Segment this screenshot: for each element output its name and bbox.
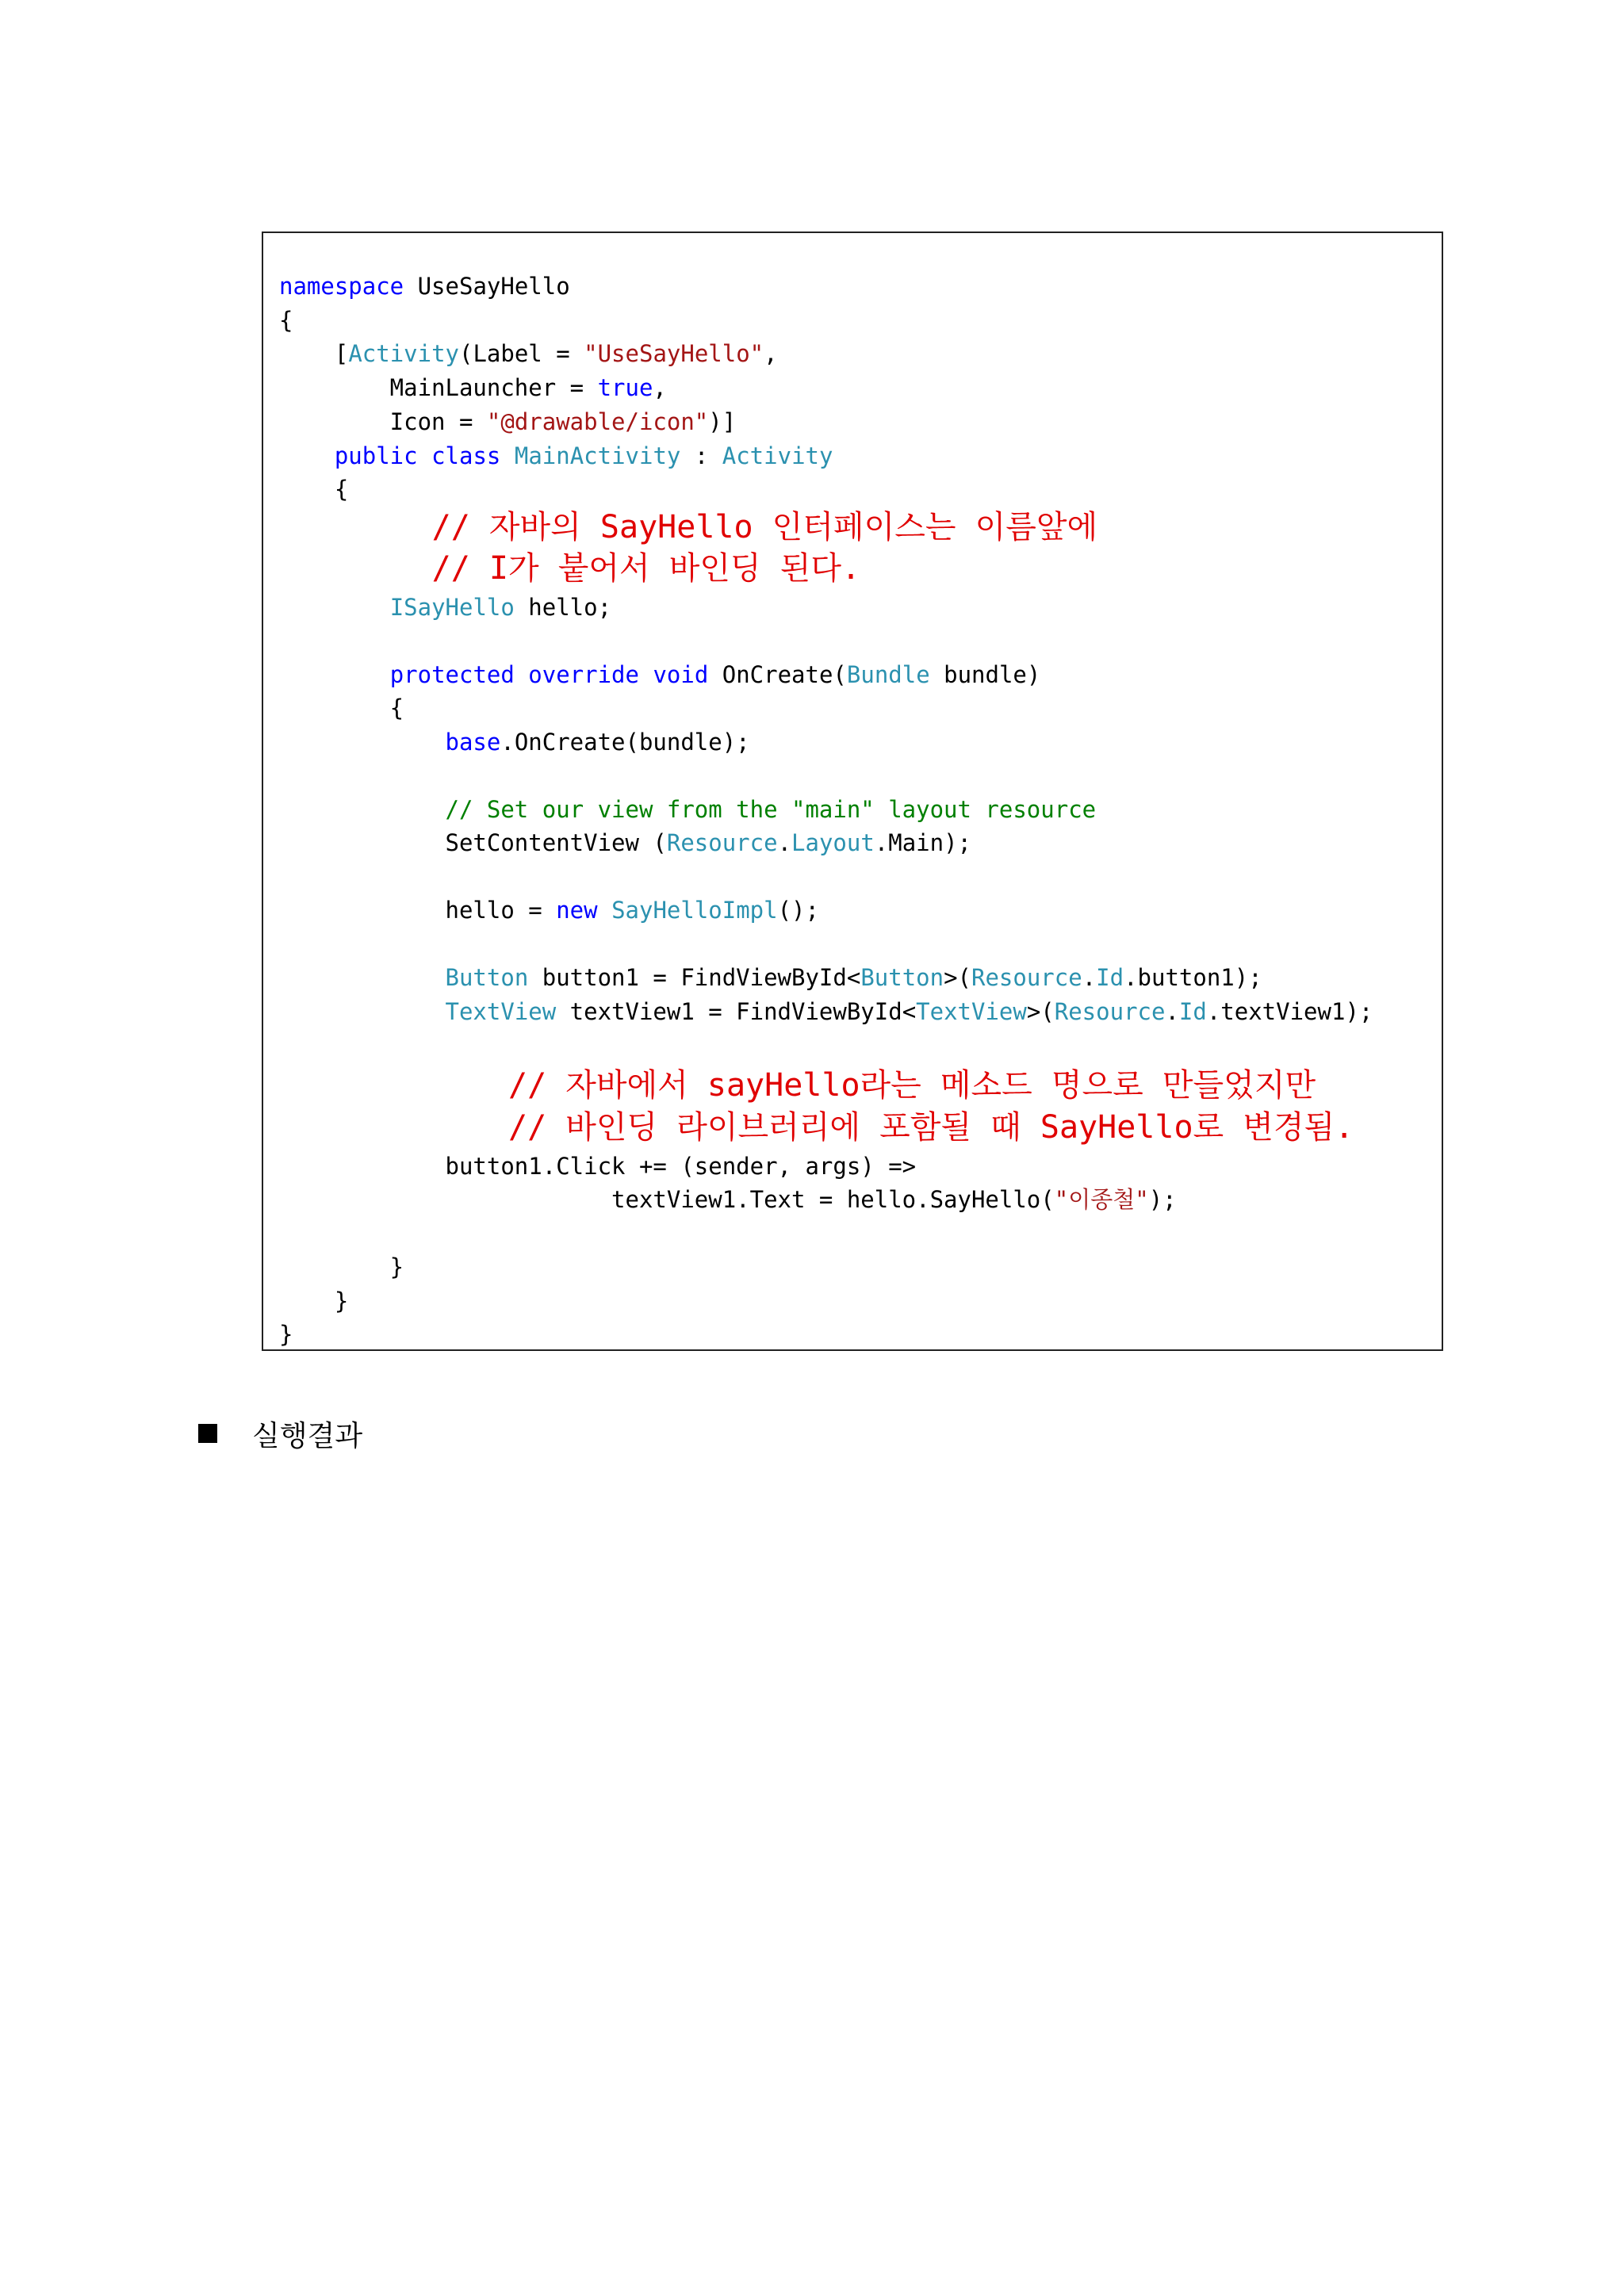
code-line: button1.Click += (sender, args) => <box>279 1153 917 1180</box>
code-line: base.OnCreate(bundle); <box>445 729 750 756</box>
code-line: { <box>279 476 349 503</box>
code-line: ISayHello hello; <box>389 594 612 621</box>
korean-comment: // 바인딩 라이브러리에 포함될 때 SayHello로 변경됨. <box>279 1109 1354 1146</box>
code-block <box>262 232 1443 1351</box>
code-line: protected override void OnCreate(Bundle bundle) <box>389 661 1041 688</box>
code-line: textView1.Text = hello.SayHello("이종철"); <box>279 1186 1177 1213</box>
section-heading <box>198 1414 362 1452</box>
code-comment: // Set our view from the "main" layout resource <box>279 796 1097 823</box>
square-bullet-icon <box>198 1424 217 1443</box>
korean-comment: // I가 붙어서 바인딩 된다. <box>279 550 861 587</box>
korean-comment: // 자바의 SayHello 인터페이스는 이름앞에 <box>279 509 1098 545</box>
code-line: { <box>279 695 404 721</box>
code-line: } <box>279 1321 293 1348</box>
code-line: } <box>279 1288 349 1314</box>
code-line: TextView textView1 = FindViewById<TextView>(Resource.Id.textView1); <box>445 998 1373 1025</box>
code-line: Icon = "@drawable/icon")] <box>279 408 737 435</box>
code-line: MainLauncher = true, <box>279 374 667 401</box>
code-line: { <box>279 307 293 334</box>
code-line: Button button1 = FindViewById<Button>(Resource.Id.button1); <box>445 964 1262 991</box>
code-line: } <box>279 1253 404 1280</box>
code-line: public class MainActivity : Activity <box>334 442 833 469</box>
code-line: [Activity(Label = "UseSayHello", <box>279 340 778 367</box>
code-line: namespace UseSayHello <box>279 273 570 300</box>
code-line: SetContentView (Resource.Layout.Main); <box>279 829 972 856</box>
section-title: 실행결과 <box>252 1419 363 1452</box>
code-line: hello = new SayHelloImpl(); <box>279 897 819 924</box>
korean-comment: // 자바에서 sayHello라는 메소드 명으로 만들었지만 <box>279 1067 1316 1104</box>
